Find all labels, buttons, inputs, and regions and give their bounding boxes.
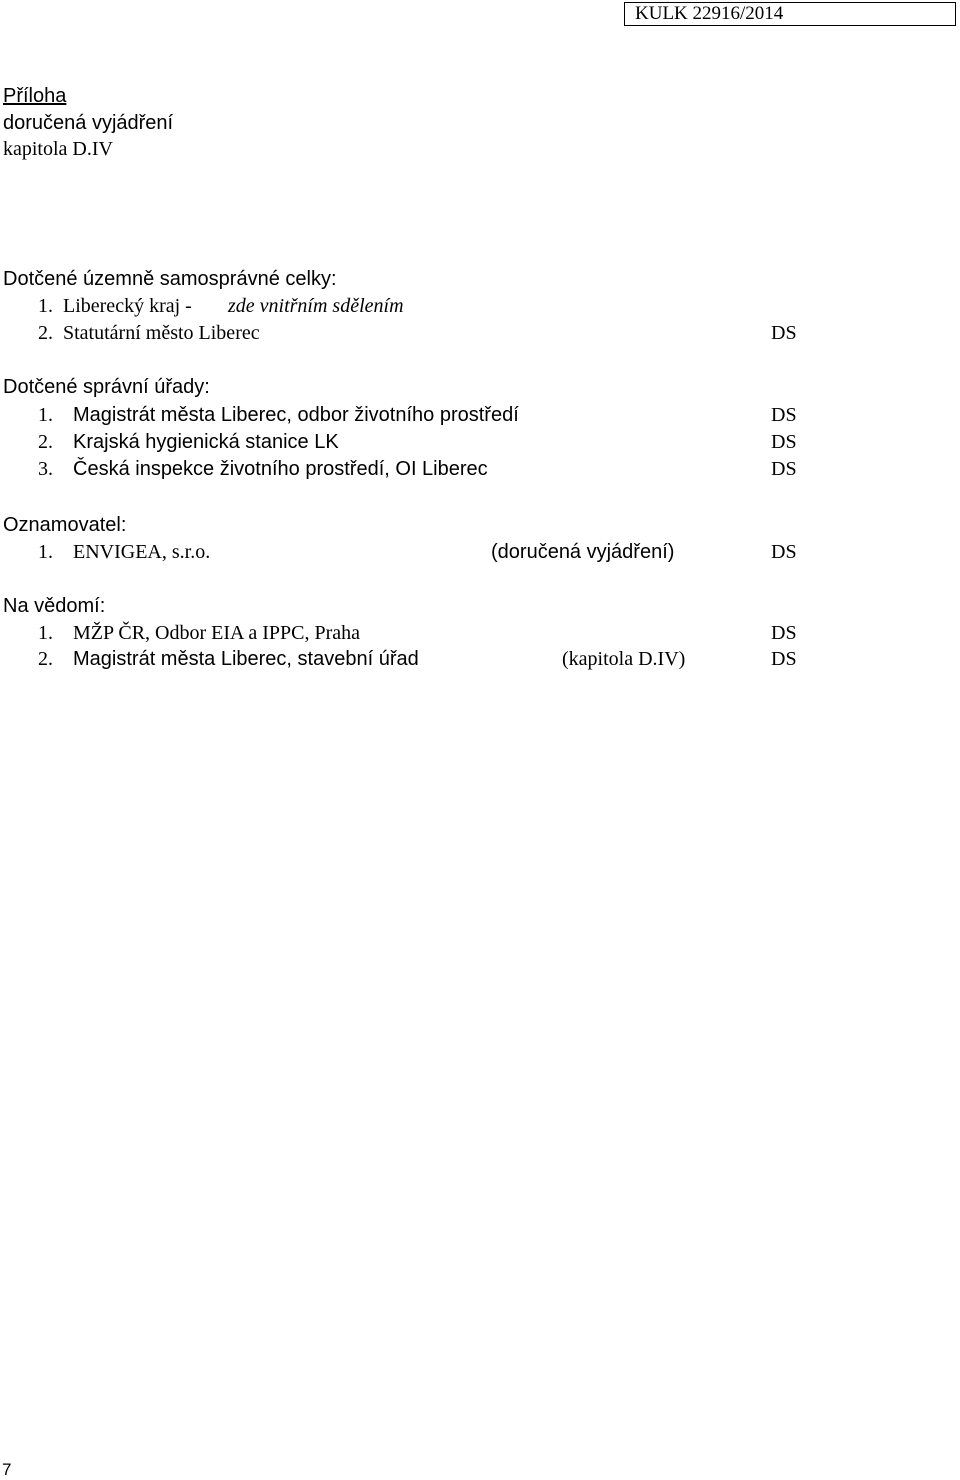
info-heading: Na vědomí:: [3, 595, 106, 617]
authority-item-name: Magistrát města Liberec, odbor životního prostředí: [73, 404, 519, 426]
info-item-num: 2.: [38, 648, 53, 670]
authority-item-name: Krajská hygienická stanice LK: [73, 431, 339, 453]
authority-item-num: 2.: [38, 431, 53, 453]
info-item-name: Magistrát města Liberec, stavební úřad: [73, 648, 419, 670]
reference-number: KULK 22916/2014: [624, 2, 956, 26]
territorial-item-num: 1.: [38, 295, 53, 317]
notifier-item-num: 1.: [38, 541, 53, 563]
territorial-item-name: Liberecký kraj -: [63, 295, 192, 317]
authority-item-name: Česká inspekce životního prostředí, OI Liberec: [73, 458, 488, 480]
territorial-item-name: Statutární město Liberec: [63, 322, 260, 344]
info-item-note: (kapitola D.IV): [562, 648, 686, 670]
authority-item-ds: DS: [771, 404, 797, 426]
authorities-heading: Dotčené správní úřady:: [3, 376, 210, 398]
notifier-item-ds: DS: [771, 541, 797, 563]
authority-item-ds: DS: [771, 431, 797, 453]
attachment-title: Příloha: [3, 85, 67, 107]
territorial-item-num: 2.: [38, 322, 53, 344]
page-number: 7: [2, 1460, 12, 1479]
authority-item-ds: DS: [771, 458, 797, 480]
territorial-item-ds: DS: [771, 322, 797, 344]
attachment-chapter: kapitola D.IV: [3, 138, 113, 160]
notifier-item-name: ENVIGEA, s.r.o.: [73, 541, 211, 563]
territorial-heading: Dotčené územně samosprávné celky:: [3, 268, 337, 290]
info-item-num: 1.: [38, 622, 53, 644]
attachment-subtitle: doručená vyjádření: [3, 112, 174, 134]
authority-item-num: 3.: [38, 458, 53, 480]
notifier-item-note: (doručená vyjádření): [491, 541, 675, 563]
notifier-heading: Oznamovatel:: [3, 514, 127, 536]
info-item-ds: DS: [771, 648, 797, 670]
authority-item-num: 1.: [38, 404, 53, 426]
territorial-item-note: zde vnitřním sdělením: [228, 295, 404, 317]
info-item-name: MŽP ČR, Odbor EIA a IPPC, Praha: [73, 622, 361, 644]
info-item-ds: DS: [771, 622, 797, 644]
